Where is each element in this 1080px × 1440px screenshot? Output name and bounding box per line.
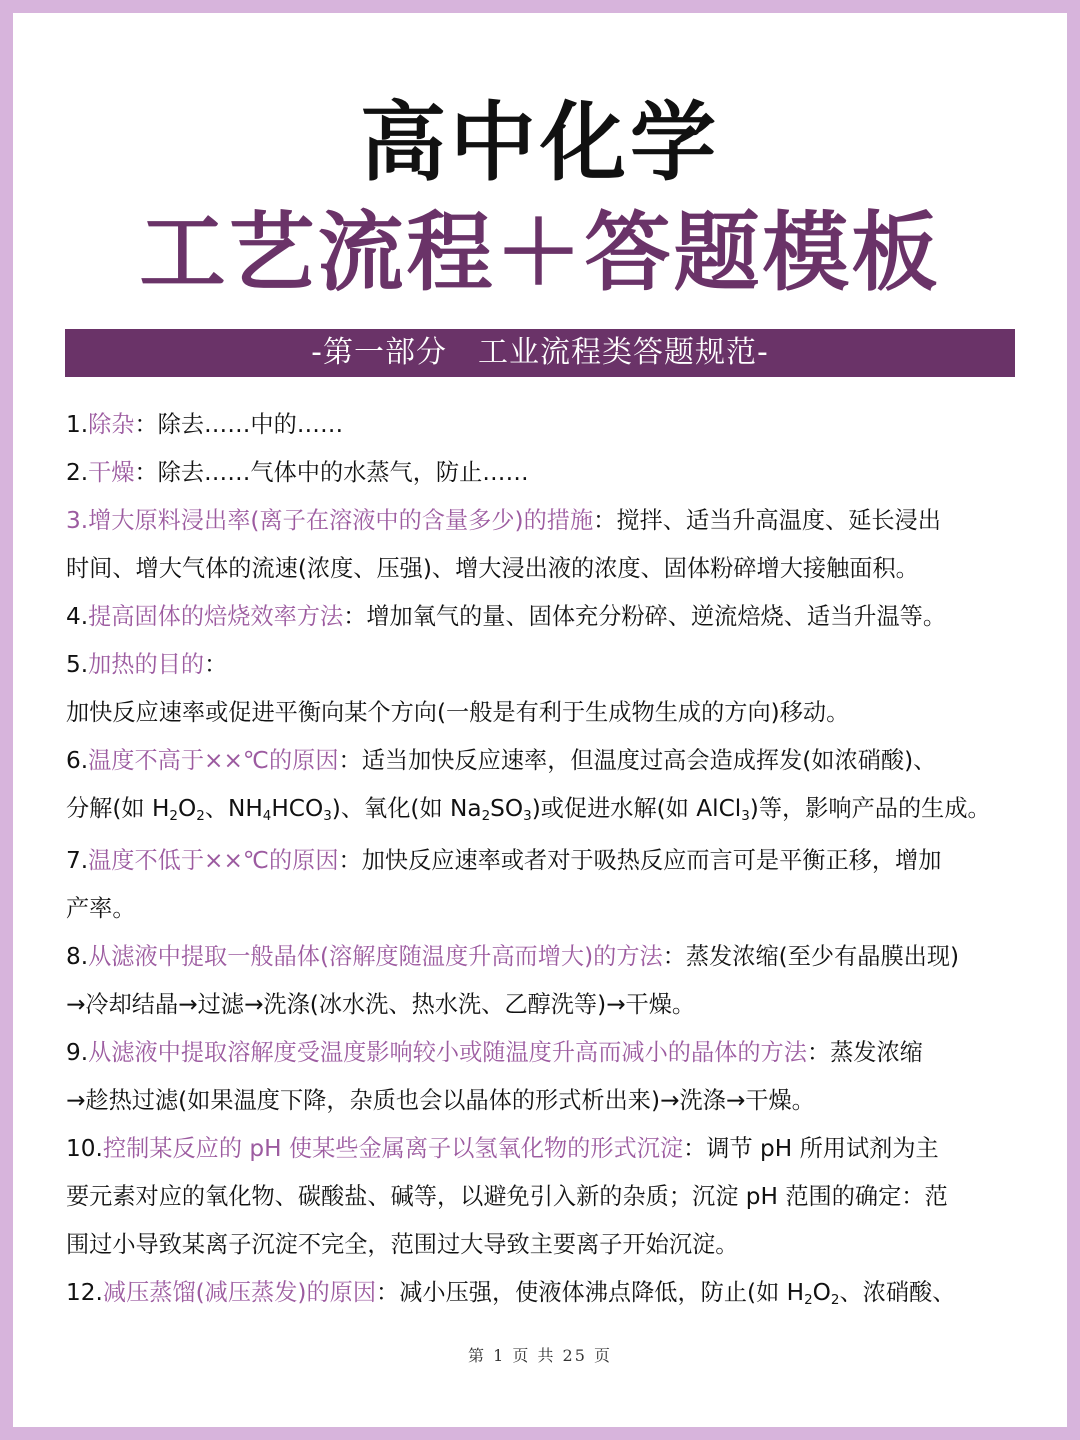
item-text: )等，影响产品的生成。 [749,795,991,822]
item-text: HCO [271,795,324,822]
list-item [66,737,1028,785]
subscript: 2 [169,809,178,825]
item-text: ：减小压强，使液体沸点降低，防止(如 H [376,1279,805,1306]
item-text: 加快反应速率或促进平衡向某个方向(一般是有利于生成物生成的方向)移动。 [66,699,850,726]
item-text: 产率。 [66,895,136,922]
list-item-continuation [66,689,1028,737]
page-title: 高中化学 [360,93,720,193]
list-item [66,837,1028,885]
item-text: 要元素对应的氧化物、碳酸盐、碱等，以避免引入新的杂质；沉淀 pH 范围的确定：范 [66,1183,948,1210]
list-item [66,1029,1028,1077]
item-text: ：除去……气体中的水蒸气，防止…… [134,459,529,486]
item-text: 时间、增大气体的流速(浓度、压强)、增大浸出液的浓度、固体粉碎增大接触面积。 [66,555,919,582]
item-text: 围过小导致某离子沉淀不完全，范围过大导致主要离子开始沉淀。 [66,1231,739,1258]
item-text: →趁热过滤(如果温度下降，杂质也会以晶体的形式析出来)→洗涤→干燥。 [66,1087,815,1114]
item-text: ：调节 pH 所用试剂为主 [683,1135,939,1162]
item-text: ：除去……中的…… [134,411,344,438]
item-keyword: 控制某反应的 pH 使某些金属离子以氢氧化物的形式沉淀 [102,1135,684,1162]
item-text: SO [490,795,524,822]
list-item [66,933,1028,981]
list-item [66,641,1028,689]
item-text: O [177,795,197,822]
item-text: 分解(如 H [66,795,170,822]
item-keyword: 从滤液中提取一般晶体(溶解度随温度升高而增大)的方法 [88,943,663,970]
item-text: 9. [66,1039,89,1066]
item-text: ：搅拌、适当升高温度、延长浸出 [593,507,941,534]
document-page [13,13,1067,1427]
item-keyword: 温度不低于××℃的原因 [88,847,339,874]
subscript: 3 [523,809,532,825]
item-text: ：适当加快反应速率，但温度过高会造成挥发(如浓硝酸)、 [338,747,937,774]
item-text: )或促进水解(如 AlCl [531,795,742,822]
list-item [66,401,1028,449]
item-keyword: 3.增大原料浸出率(离子在溶液中的含量多少)的措施 [66,507,594,534]
subscript: 2 [481,809,491,825]
content-list [66,401,1028,1321]
item-text: 7. [66,847,89,874]
item-text: ： [204,651,228,678]
list-item-continuation [66,545,1028,593]
item-keyword: 加热的目的 [88,651,205,678]
list-item [66,1269,1028,1321]
section-header: -第一部分 工业流程类答题规范- [65,329,1015,377]
list-item-continuation [66,785,1028,837]
item-text: 、NH [204,795,263,822]
subscript: 3 [741,809,750,825]
item-text: 12. [66,1279,103,1306]
item-text: )、氧化(如 Na [331,795,482,822]
item-text: 1. [66,411,89,438]
list-item [66,593,1028,641]
list-item-continuation [66,981,1028,1029]
item-text: ：蒸发浓缩(至少有晶膜出现) [662,943,960,970]
subscript: 4 [262,809,272,825]
subscript: 2 [196,809,205,825]
item-keyword: 除杂 [88,411,135,438]
item-text: 8. [66,943,89,970]
item-keyword: 干燥 [88,459,135,486]
item-keyword: 从滤液中提取溶解度受温度影响较小或随温度升高而减小的晶体的方法 [88,1039,807,1066]
page-subtitle: 工艺流程＋答题模板 [139,203,941,303]
item-text: 4. [66,603,89,630]
list-item-continuation [66,885,1028,933]
item-keyword: 提高固体的焙烧效率方法 [88,603,344,630]
item-text: 10. [66,1135,103,1162]
list-item [66,449,1028,497]
item-text: ：增加氧气的量、固体充分粉碎、逆流焙烧、适当升温等。 [343,603,947,630]
item-text: 6. [66,747,89,774]
list-item-continuation [66,1173,1028,1221]
item-text: ：加快反应速率或者对于吸热反应而言可是平衡正移，增加 [338,847,942,874]
item-keyword: 温度不高于××℃的原因 [88,747,339,774]
item-text: ：蒸发浓缩 [806,1039,923,1066]
list-item [66,1125,1028,1173]
list-item [66,497,1028,545]
list-item-continuation [66,1221,1028,1269]
item-text: 2. [66,459,89,486]
subscript: 2 [804,1293,813,1309]
item-text: 5. [66,651,89,678]
item-text: O [812,1279,831,1306]
item-keyword: 减压蒸馏(减压蒸发)的原因 [102,1279,377,1306]
page-footer: 第 1 页 共 25 页 [468,1346,612,1365]
item-text: 、浓硝酸、 [839,1279,956,1306]
subscript: 3 [323,809,332,825]
subscript: 2 [830,1293,840,1309]
item-text: →冷却结晶→过滤→洗涤(冰水洗、热水洗、乙醇洗等)→干燥。 [66,991,696,1018]
list-item-continuation [66,1077,1028,1125]
